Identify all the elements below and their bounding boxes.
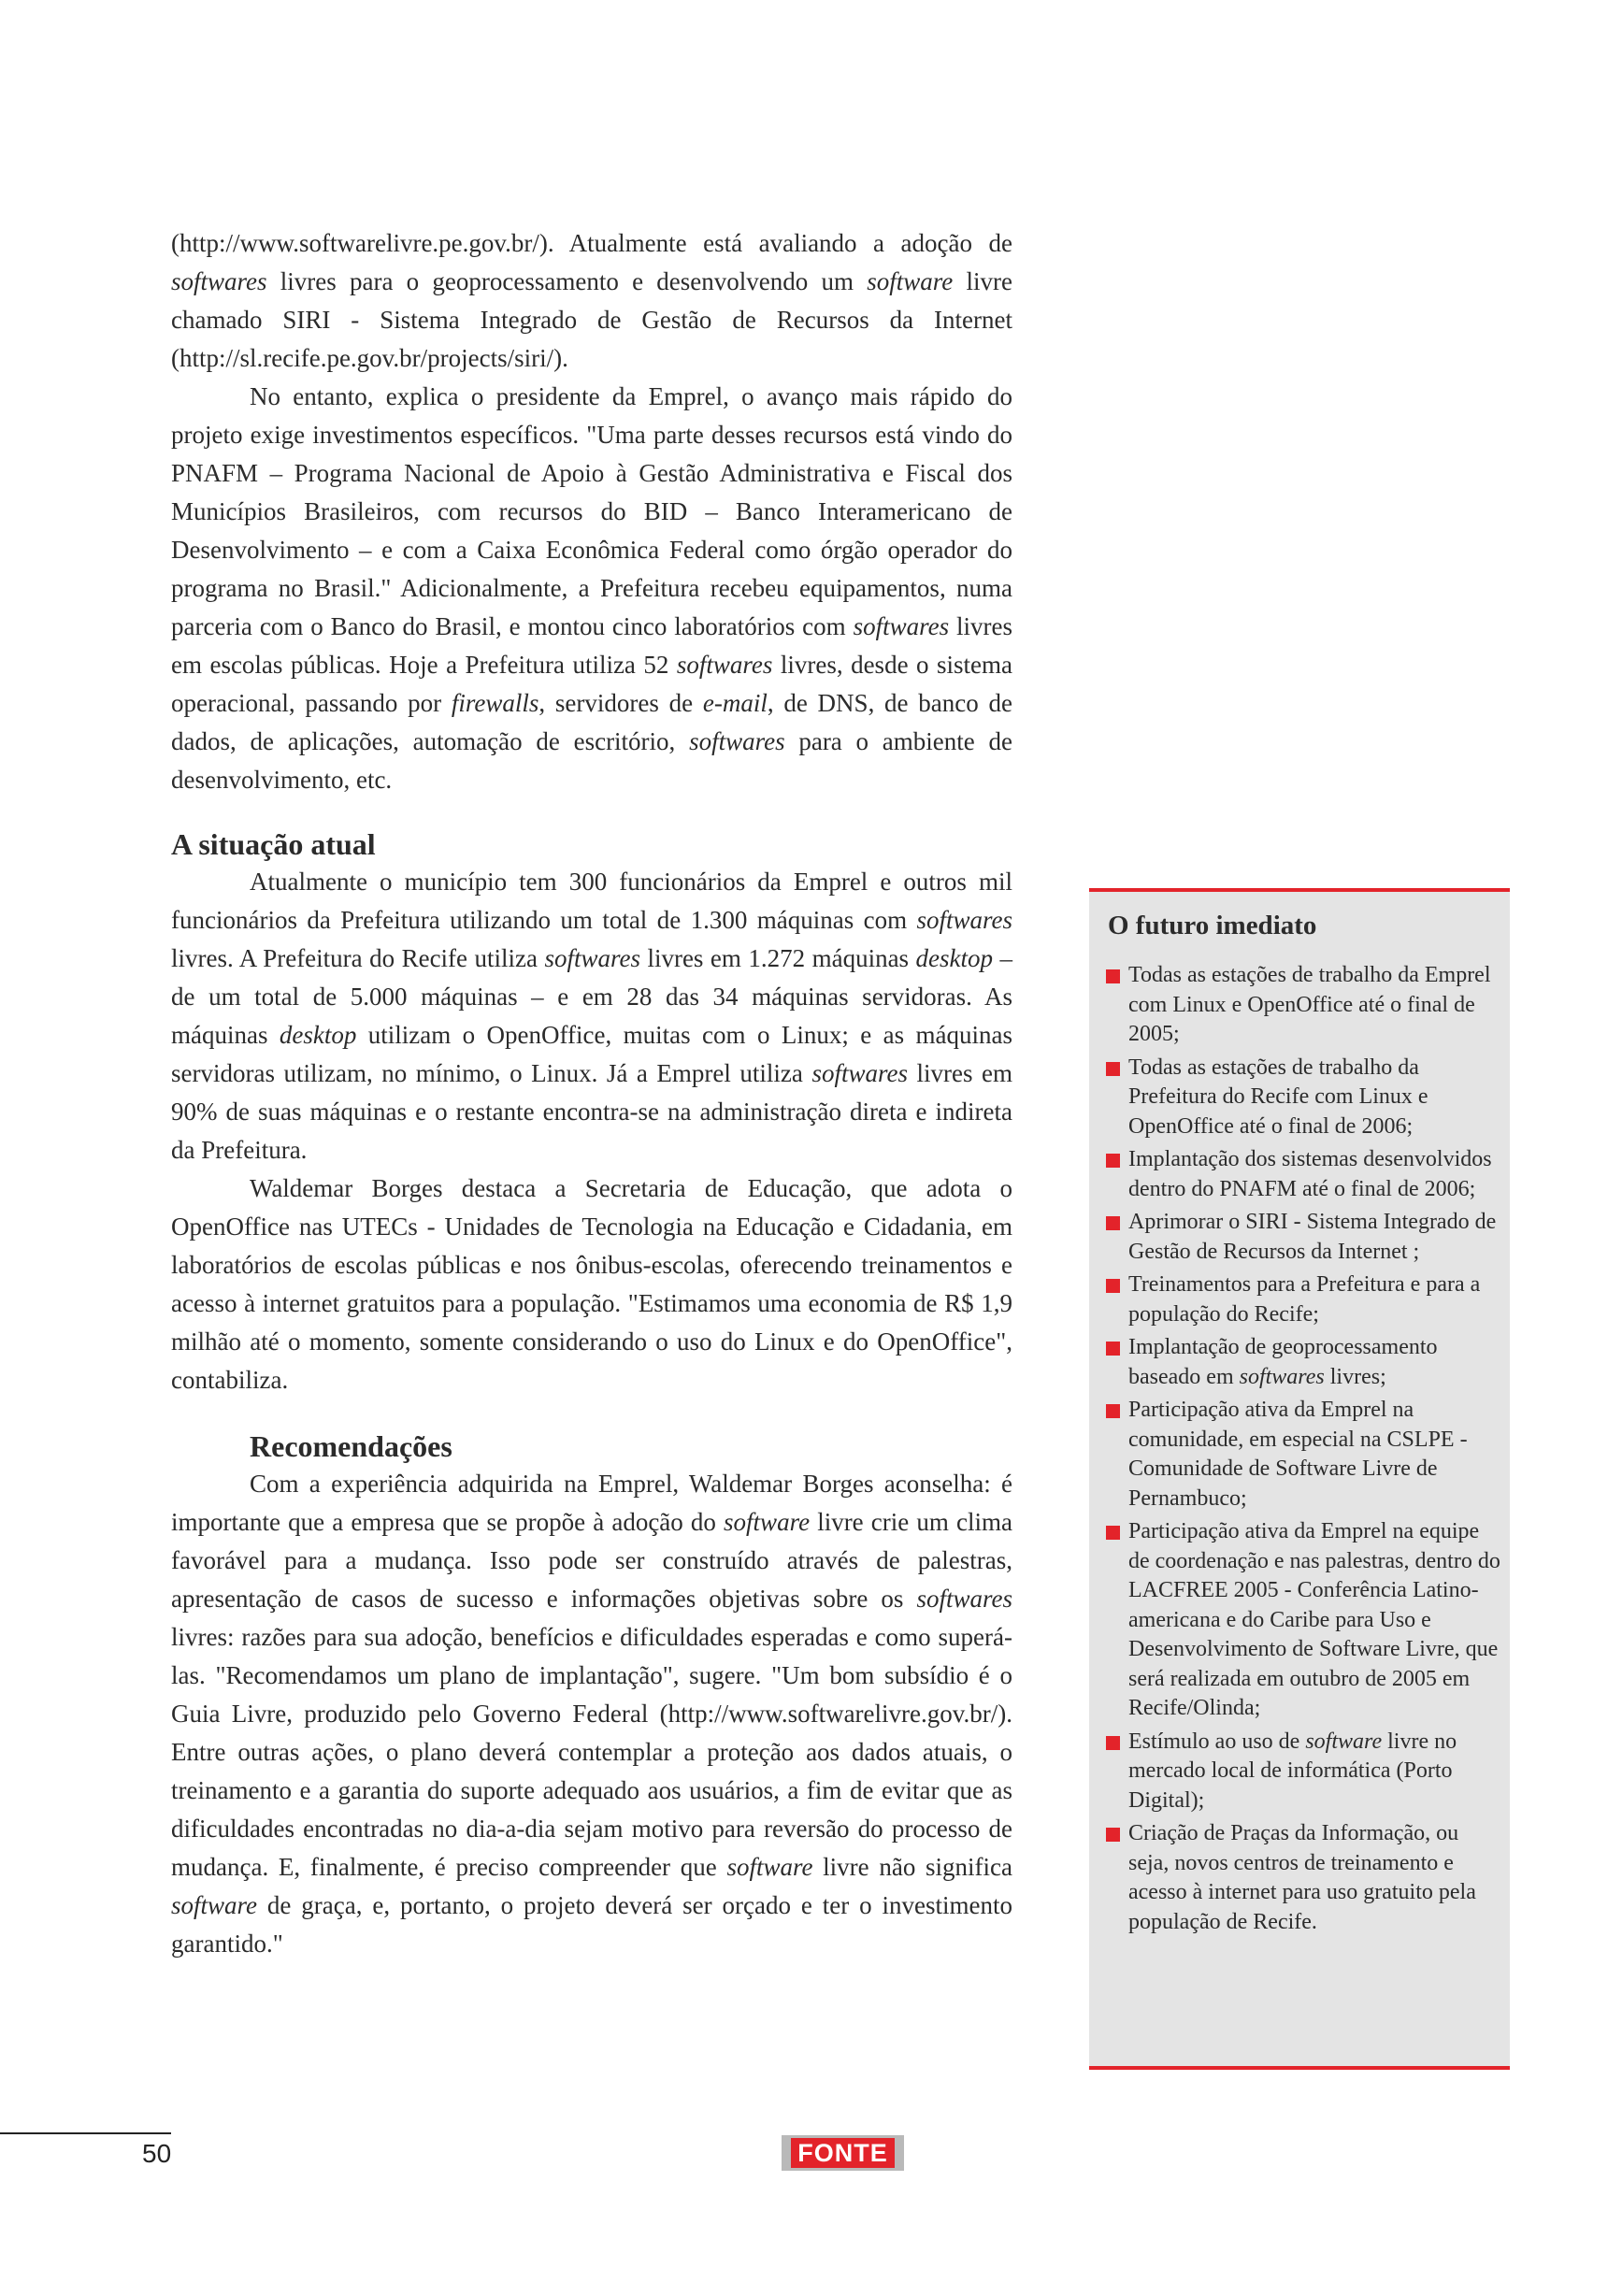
text-run: livre chamado SIRI - Sistema Integrado de Gestão de Recursos da Internet (http://sl.recife.pe.gov.br/projects/siri/). [171,267,1012,372]
paragraph [171,1170,1012,1399]
sidebar-title: O futuro imediato [1108,911,1317,940]
text-run: livres em 90% de suas máquinas e o restante encontra-se na administração direta e indireta da Prefeitura. [171,1059,1012,1164]
text-run: livres para o geoprocessamento e desenvolvendo um [266,267,868,295]
paragraph [171,378,1012,799]
paragraph [171,1465,1012,1963]
page-number: 50 [142,2139,172,2168]
text-run: livres. A Prefeitura do Recife utiliza [171,944,545,972]
text-run: livres, desde o sistema operacional, passando por [171,651,1012,717]
sidebar-box [1089,888,1510,2070]
sidebar-list-item [1106,1270,1503,1329]
red-square-bullet-icon [1106,1526,1120,1540]
text-run: Participação ativa da Emprel na equipe de coordenação e nas palestras, dentro do LACFREE 2005 - Conferência Latino-americana e do Caribe para Uso e Desenvolvimento de Software Livre, que será realizada em outubro de 2005 em Recife/Olinda; [1128,1519,1500,1720]
text-run: Atualmente o município tem 300 funcionários da Emprel e outros mil funcionários da Prefeitura utilizando um total de 1.300 máquinas com [171,868,1012,934]
sidebar-list-item [1106,1517,1503,1724]
section-heading-situacao: A situação atual [171,827,376,861]
italic-text: softwares [676,651,773,679]
text-run: livres: razões para sua adoção, benefícios e dificuldades esperadas e como superá-las. "Recomendamos um plano de implantação", sugere. "Um bom subsídio é o Guia Livre, produzido pelo Governo Federal (http://www.softwarelivre.gov.br/). Entre outras ações, o plano deverá contemplar a proteção aos dados atuais, o treinamento e a garantia do suporte adequado aos usuários, a fim de evitar que as dificuldades encontradas no dia-a-dia sejam motivo para reversão do processo de mudança. E, finalmente, é preciso compreender que [171,1623,1012,1881]
text-run: utilizam o OpenOffice, muitas com o Linux; e as máquinas servidoras utilizam, no mínimo, o Linux. Já a Emprel utiliza [171,1021,1012,1087]
red-square-bullet-icon [1106,1828,1120,1842]
text-run: , de DNS, de banco de dados, de aplicações, automação de escritório, [171,689,1012,755]
sidebar-list [1106,961,1503,1941]
red-square-bullet-icon [1106,1279,1120,1293]
paragraph [171,224,1012,378]
italic-text: softwares [916,1585,1012,1613]
italic-text: desktop [279,1021,357,1049]
italic-text: e-mail [702,689,768,717]
text-run: livres; [1324,1364,1386,1389]
sidebar-list-item [1106,1208,1503,1267]
red-square-bullet-icon [1106,969,1120,983]
italic-text: software [724,1508,811,1536]
text-run: Implantação dos sistemas desenvolvidos dentro do PNAFM até o final de 2006; [1128,1147,1492,1201]
italic-text: firewalls [451,689,539,717]
red-square-bullet-icon [1106,1404,1120,1418]
text-run: livre no mercado local de informática (Porto Digital); [1128,1729,1457,1813]
sidebar-list-item [1106,1333,1503,1392]
text-run: de graça, e, portanto, o projeto deverá ser orçado e ter o investimento garantido." [171,1891,1012,1958]
footer-rule [0,2132,171,2134]
text-run: livre não significa [812,1853,1012,1881]
text-run: Implantação de geoprocessamento baseado em [1128,1335,1438,1389]
text-run: – de um total de 5.000 máquinas – e em 28 das 34 máquinas servidoras. As máquinas [171,944,1013,1049]
sidebar-list-item [1106,1819,1503,1937]
logo-text: FONTE [791,2138,895,2168]
main-column [171,224,1012,1963]
text-run: livre crie um clima favorável para a mudança. Isso pode ser construído através de palestras, apresentação de casos de sucesso e informações objetivas sobre os [171,1508,1012,1613]
italic-text: software [726,1853,813,1881]
red-square-bullet-icon [1106,1342,1120,1356]
text-run: Aprimorar o SIRI - Sistema Integrado de Gestão de Recursos da Internet ; [1128,1210,1497,1264]
text-run: Waldemar Borges destaca a Secretaria de Educação, que adota o OpenOffice nas UTECs - Unidades de Tecnologia na Educação e Cidadania, em laboratórios de escolas públicas e nos ônibus-escolas, oferecendo treinamentos e acesso à internet gratuitos para a população. "Estimamos uma economia de R$ 1,9 milhão até o momento, somente considerando o uso do Linux e do OpenOffice", contabiliza. [171,1174,1012,1394]
text-run: Criação de Praças da Informação, ou seja, novos centros de treinamento e acesso à internet para uso gratuito pela população de Recife. [1128,1821,1476,1934]
text-run: Com a experiência adquirida na Emprel, Waldemar Borges aconselha: é importante que a empresa que se propõe à adoção do [171,1470,1012,1536]
italic-text: softwares [1239,1364,1325,1389]
text-run: , servidores de [538,689,703,717]
fonte-logo [782,2135,904,2171]
italic-text: softwares [811,1059,908,1087]
red-square-bullet-icon [1106,1216,1120,1230]
text-run: Participação ativa da Emprel na comunidade, em especial na CSLPE - Comunidade de Software Livre de Pernambuco; [1128,1398,1468,1511]
sidebar-list-item [1106,961,1503,1050]
sidebar-list-item [1106,1054,1503,1142]
text-run: No entanto, explica o presidente da Emprel, o avanço mais rápido do projeto exige investimentos específicos. "Uma parte desses recursos está vindo do PNAFM – Programa Nacional de Apoio à Gestão Administrativa e Fiscal dos Municípios Brasileiros, com recursos do BID – Banco Interamericano de Desenvolvimento – e com a Caixa Econômica Federal como órgão operador do programa no Brasil." Adicionalmente, a Prefeitura recebeu equipamentos, numa parceria com o Banco do Brasil, e montou cinco laboratórios com [171,382,1012,640]
italic-text: software [171,1891,258,1919]
text-run: Todas as estações de trabalho da Prefeitura do Recife com Linux e OpenOffice até o final de 2006; [1128,1055,1428,1139]
italic-text: software [1305,1729,1383,1754]
italic-text: softwares [916,906,1012,934]
paragraph [171,863,1012,1170]
text-run: livres em escolas públicas. Hoje a Prefeitura utiliza 52 [171,612,1012,679]
text-run: Todas as estações de trabalho da Emprel com Linux e OpenOffice até o final de 2005; [1128,963,1491,1046]
red-square-bullet-icon [1106,1062,1120,1076]
italic-text: softwares [544,944,640,972]
red-square-bullet-icon [1106,1154,1120,1168]
text-run: para o ambiente de desenvolvimento, etc. [171,727,1012,794]
italic-text: desktop [915,944,994,972]
text-run: livres em 1.272 máquinas [639,944,916,972]
italic-text: softwares [171,267,267,295]
text-run: Treinamentos para a Prefeitura e para a população do Recife; [1128,1272,1481,1327]
section-heading-recomendacoes: Recomendações [250,1429,452,1463]
sidebar-list-item [1106,1396,1503,1514]
text-run: Estímulo ao uso de [1128,1729,1306,1754]
text-run: (http://www.softwarelivre.pe.gov.br/). Atualmente está avaliando a adoção de [171,229,1012,257]
sidebar-list-item [1106,1728,1503,1816]
sidebar-list-item [1106,1145,1503,1204]
italic-text: softwares [689,727,785,755]
red-square-bullet-icon [1106,1736,1120,1750]
italic-text: softwares [853,612,950,640]
italic-text: software [867,267,954,295]
